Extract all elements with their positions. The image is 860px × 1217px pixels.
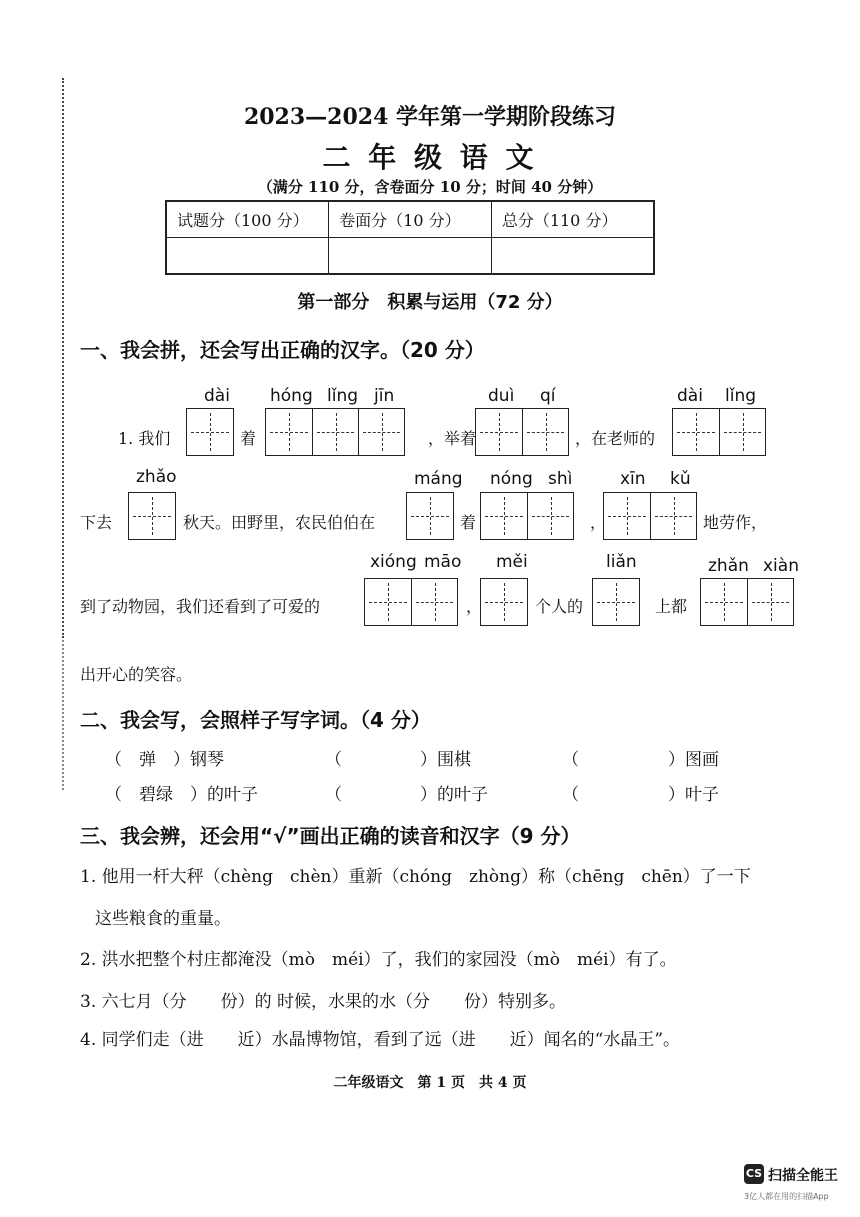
pinyin-ku: kǔ [670,469,691,489]
s2-r1-example: （ 弹 ）钢琴 [105,750,224,770]
watermark-tagline: 3亿人都在用的扫描App [744,1192,829,1201]
section2-title: 二、我会写，会照样子写字词。（4 分） [80,708,431,732]
pinyin-xiong: xióng [370,552,417,572]
answer-grid-mang[interactable] [406,492,454,540]
pinyin-dui: duì [488,386,515,406]
subject-title: 二 年 级 语 文 [322,141,538,174]
s2-r1-close-1[interactable]: ）围棋 [420,750,471,770]
watermark-brand: 扫描全能王 [768,1168,838,1184]
answer-grid-zhanxian[interactable] [700,578,794,626]
s1-text-6: 秋天。田野里，农民伯伯在 [183,513,376,532]
answer-grid-duiqi[interactable] [475,408,569,456]
pinyin-dai-1: dài [204,386,230,406]
s1-text-14: 出开心的笑容。 [80,665,193,684]
answer-grid-dai[interactable] [186,408,234,456]
camscanner-logo-icon: CS [744,1164,764,1184]
s3-item-2[interactable]: 2. 洪水把整个村庄都淹没（mò méi）了，我们的家园没（mò méi）有了。 [80,950,677,970]
pinyin-xian: xiàn [763,556,799,576]
score-cell-total[interactable] [491,238,654,275]
s3-item-3[interactable]: 3. 六七月（分 份）的 时候，水果的水（分 份）特别多。 [80,992,567,1012]
binding-line-lower [62,640,64,790]
pinyin-zhan: zhǎn [708,556,749,576]
pinyin-qi: qí [540,386,556,406]
pinyin-mei: měi [496,552,528,572]
section1-title: 一、我会拼，还会写出正确的汉字。（20 分） [80,338,485,362]
page-footer: 二年级语文 第 1 页 共 4 页 [333,1075,527,1091]
s1-text-13: 上都 [655,597,688,616]
pinyin-zhao: zhǎo [136,467,177,487]
pinyin-ling-1: lǐng [327,386,359,406]
s2-r2-close-1[interactable]: ）的叶子 [420,785,488,805]
s1-text-10: 到了动物园，我们还看到了可爱的 [80,597,321,616]
answer-grid-xinku[interactable] [603,492,697,540]
score-header-total: 总分（110 分） [491,201,654,238]
s2-r2-open-2: （ [562,785,579,805]
exam-info: （满分 110 分，含卷面分 10 分；时间 40 分钟） [257,178,603,196]
answer-grid-dailing[interactable] [672,408,766,456]
pinyin-ling-2: lǐng [725,386,757,406]
s2-r2-close-2[interactable]: ）叶子 [668,785,719,805]
s2-r1-open-1: （ [325,750,342,770]
s1-text-12: 个人的 [535,597,584,616]
score-header-neatness: 卷面分（10 分） [329,201,492,238]
pinyin-mao: māo [424,552,462,572]
s1-text-3: ，举着 [428,429,477,448]
s1-text-7: 着 [460,513,477,532]
answer-grid-lian[interactable] [592,578,640,626]
score-table [165,200,655,275]
s3-item-1-cont: 这些粮食的重量。 [95,909,231,929]
s1-text-4: ，在老师的 [575,429,656,448]
s1-text-9: 地劳作， [703,513,768,532]
answer-grid-mei[interactable] [480,578,528,626]
pinyin-jin: jīn [374,386,395,406]
score-cell-neatness[interactable] [329,238,492,275]
pinyin-lian: liǎn [606,552,637,572]
answer-grid-nongshi[interactable] [480,492,574,540]
score-header-questions: 试题分（100 分） [166,201,329,238]
pinyin-xin: xīn [620,469,646,489]
part1-title: 第一部分 积累与运用（72 分） [297,292,563,313]
s3-item-4[interactable]: 4. 同学们走（进 近）水晶博物馆，看到了远（进 近）闻名的“水晶王”。 [80,1030,681,1050]
pinyin-nong: nóng [490,469,533,489]
score-cell-questions[interactable] [166,238,329,275]
pinyin-shi: shì [548,469,573,489]
answer-grid-honglingjin[interactable] [265,408,405,456]
s3-item-1[interactable]: 1. 他用一杆大秤（chèng chèn）重新（chóng zhòng）称（chēng chēn）了一下 [80,867,751,887]
s1-text-2: 着 [240,429,257,448]
s1-text-8: ， [590,513,607,532]
s2-r1-close-2[interactable]: ）图画 [668,750,719,770]
s1-text-1: 1. 我们 [118,429,171,448]
exam-title: 2023—2024 学年第一学期阶段练习 [243,104,617,130]
pinyin-dai-2: dài [677,386,703,406]
s2-r1-open-2: （ [562,750,579,770]
answer-grid-zhao[interactable] [128,492,176,540]
pinyin-hong: hóng [270,386,313,406]
s2-r2-open-1: （ [325,785,342,805]
pinyin-mang: máng [414,469,463,489]
section3-title: 三、我会辨，还会用“√”画出正确的读音和汉字（9 分） [80,824,581,848]
s1-text-5: 下去 [80,513,113,532]
s2-r2-example: （ 碧绿 ）的叶子 [105,785,258,805]
s1-text-11: ， [466,597,483,616]
answer-grid-xiongmao[interactable] [364,578,458,626]
